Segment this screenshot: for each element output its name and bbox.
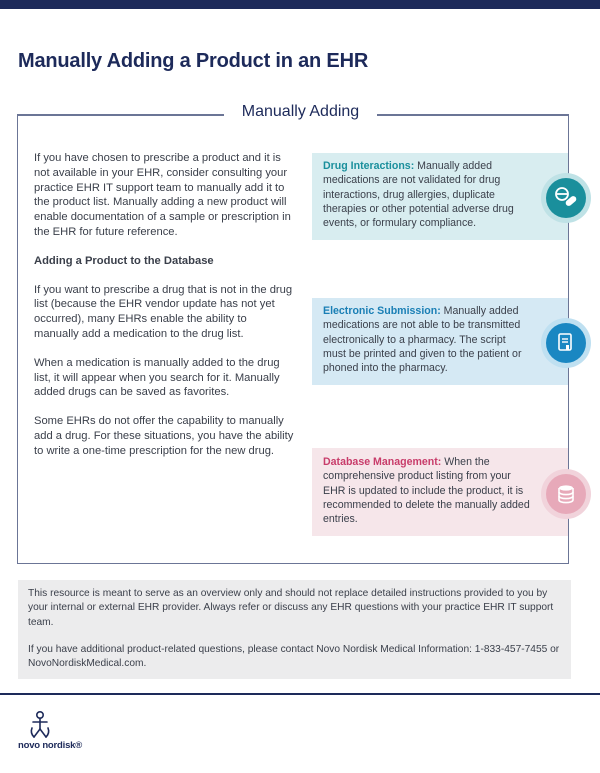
pill-capsule-icon [541,173,591,223]
top-accent-bar [0,0,600,9]
frame-top-left-rule [17,114,224,116]
logo-wordmark: novo nordisk® [18,740,83,751]
paragraph-one-time: Some EHRs do not offer the capability to manually add a drug. For these situations, you have the ability to write a one-time prescription for the new drug. [34,415,294,457]
footer-rule [0,693,600,695]
database-icon [541,469,591,519]
callout-text: Manually added medications are not validated for drug interactions, drug allergies, duplicate therapies or other potential adverse drug events, or formulary compliance. [323,160,514,230]
callout-lead: Drug Interactions: [323,160,415,172]
frame-top-right-rule [377,114,569,116]
left-column [34,151,294,473]
callout-lead: Electronic Submission: [323,305,441,317]
callout-database-management [312,448,568,536]
callout-electronic-submission [312,298,568,385]
callout-drug-interactions [312,153,568,240]
intro-paragraph: If you have chosen to prescribe a product and it is not available in your EHR, consider consulting your practice EHR IT support team to manually add it to the product list. Manually adding a new product will enable documentation of a sample or prescription in the EHR for future reference. [34,152,291,238]
contact-text: If you have additional product-related questions, please contact Novo Nordisk Medical Information: 1-833-457-7455 or NovoNordiskMedical.com. [28,643,560,670]
page-title: Manually Adding a Product in an EHR [18,50,369,72]
disclaimer-box [18,580,571,679]
novo-nordisk-logo [18,707,88,759]
paragraph-drug-list: If you want to prescribe a drug that is not in the drug list (because the EHR vendor update has not yet occurred), many EHRs enable the ability to manually add a medication to the drug list. [34,283,293,340]
subheading: Adding a Product to the Database [34,254,214,267]
callout-text: Manually added medications are not able to be transmitted electronically to a pharmacy. The script must be printed and given to the patient or phoned into the pharmacy. [323,305,522,375]
callout-text: When the comprehensive product listing from your EHR is updated to include the product, it is recommended to delete the manually added entries. [323,456,530,526]
document-phone-icon [541,318,591,368]
disclaimer-text: This resource is meant to serve as an overview only and should not replace detailed instructions provided to you by your internal or external EHR provider. Always refer or discuss any EHR questions with your practice EHR IT support team. [28,588,554,628]
callout-lead: Database Management: [323,456,442,468]
section-title: Manually Adding [241,103,360,120]
paragraph-search: When a medication is manually added to the drug list, it will appear when you search for it. Manually added drugs can be saved as favorites. [34,356,280,399]
